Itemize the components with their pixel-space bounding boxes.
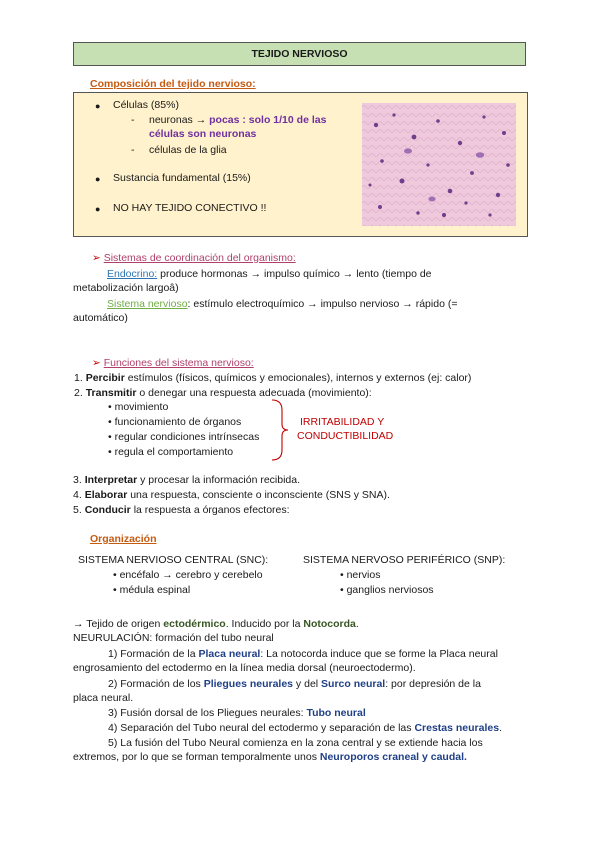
funcion-2: 2. Transmitir o denegar una respuesta adecuada (movimiento): [74,387,372,399]
neuronas-prefix: neuronas → [149,114,210,126]
funcion-5: 5. Conducir la respuesta a órganos efectores: [73,504,290,516]
curly-brace-icon [268,398,290,462]
organizacion-heading: Organización [90,533,157,545]
funcion-4: 4. Elaborar una respuesta, consciente o inconsciente (SNS y SNA). [73,489,390,501]
sistemas-heading: ➢ Sistemas de coordinación del organismo: [92,252,296,264]
sustancia-text: Sustancia fundamental (15%) [113,172,251,184]
snp-title: SISTEMA NERVOSO PERIFÉRICO (SNP): [303,554,506,566]
no-conectivo-text: NO HAY TEJIDO CONECTIVO !! [113,202,267,214]
dash-icon: - [131,114,135,126]
paso-5: 5) La fusión del Tubo Neural comienza en la zona central y se extiende hacia los [108,737,483,749]
funcion-3: 3. Interpretar y procesar la información recibida. [73,474,301,486]
conductibilidad-text: CONDUCTIBILIDAD [297,430,394,442]
paso-2: 2) Formación de los Pliegues neurales y del Surco neural: por depresión de la [108,678,481,690]
dash-icon: - [131,144,135,156]
neuronas-highlight-2: células son neuronas [149,128,257,140]
paso-3: 3) Fusión dorsal de los Pliegues neurales: Tubo neural [108,707,366,719]
origen-line: → Tejido de origen ectodérmico. Inducido por la Notocorda. [73,618,359,630]
irritabilidad-text: IRRITABILIDAD Y [300,416,385,428]
celulas-text: Células (85%) [113,99,179,111]
paso-4: 4) Separación del Tubo neural del ectodermo y separación de las Crestas neurales. [108,722,503,734]
paso-1-cont: engrosamiento del ectodermo en la línea media dorsal (neuroectodermo). [73,662,416,674]
snp-item: • ganglios nerviosos [340,584,434,596]
nervioso-line: Sistema nervioso: estímulo electroquímico → impulso nervioso → rápido (= [107,298,458,310]
snc-item: • encéfalo → cerebro y cerebelo [113,569,263,581]
endocrino-line-2: metabolización largoâ) [73,282,179,294]
arrow-icon: ➢ [92,252,104,264]
paso-5-cont: extremos, por lo que se forman temporalmente unos Neuroporos craneal y caudal. [73,751,467,763]
snp-item: • nervios [340,569,381,581]
neurulacion-title: NEURULACIÓN: formación del tubo neural [73,632,274,644]
bullet-icon: ● [95,101,101,111]
paso-2-cont: placa neural. [73,692,134,704]
endocrino-line: Endocrino: produce hormonas → impulso químico → lento (tiempo de [107,268,432,280]
neuronas-highlight: pocas : solo 1/10 de las [209,114,327,126]
snc-title: SISTEMA NERVIOSO CENTRAL (SNC): [78,554,269,566]
funciones-heading: ➢ Funciones del sistema nervioso: [92,357,254,369]
bullet-icon: ● [95,204,101,214]
funcion-1: 1. Percibir estímulos (físicos, químicos y emocionales), internos y externos (ej: calor) [74,372,472,384]
sub-item: • movimiento [108,401,169,413]
arrow-icon: ➢ [92,357,104,369]
bullet-icon: ● [95,174,101,184]
nervioso-label: Sistema nervioso [107,298,188,310]
histology-image [362,103,516,226]
paso-1: 1) Formación de la Placa neural: La notocorda induce que se forme la Placa neural [108,648,498,660]
page-title: TEJIDO NERVIOSO [73,42,526,66]
nervioso-line-2: automático) [73,312,128,324]
snc-item: • médula espinal [113,584,191,596]
sub-item: • regula el comportamiento [108,446,234,458]
glia-text: células de la glia [149,144,227,156]
composicion-heading: Composición del tejido nervioso: [90,78,256,90]
sub-item: • funcionamiento de órganos [108,416,242,428]
neuronas-line [149,114,326,126]
endocrino-label: Endocrino: [107,268,158,280]
sub-item: • regular condiciones intrínsecas [108,431,260,443]
